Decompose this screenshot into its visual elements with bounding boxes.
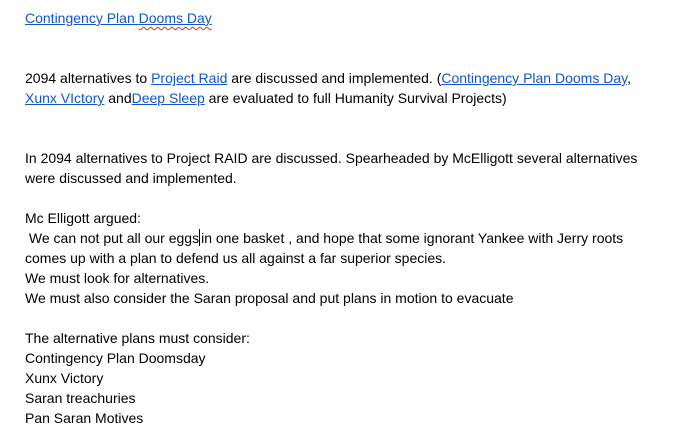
title-part2-misspelled: Dooms Day (138, 10, 212, 26)
xunx-victory-link[interactable]: Xunx VIctory (25, 90, 105, 106)
document-body[interactable] (25, 8, 665, 428)
intro-text-4: and (104, 90, 132, 106)
title-part1: Contingency Plan (25, 10, 139, 26)
project-raid-link[interactable]: Project Raid (151, 70, 228, 86)
title-link-anchor[interactable] (25, 10, 212, 26)
quote-paragraph (25, 228, 665, 268)
plan-item: Pan Saran Motives (25, 410, 144, 426)
spacer (25, 28, 665, 68)
look-alternatives-line: We must look for alternatives. (25, 270, 210, 286)
paragraph-2094: In 2094 alternatives to Project RAID are discussed. Spearheaded by McElligott several alternatives were discussed and implemented. (25, 150, 638, 186)
argued-line: Mc Elligott argued: (25, 210, 141, 226)
plan-item: Saran treachuries (25, 390, 136, 406)
plan-item: Contingency Plan Doomsday (25, 350, 206, 366)
spacer (25, 308, 665, 328)
spacer (25, 188, 665, 208)
intro-text-5: are evaluated to full Humanity Survival Projects) (204, 90, 507, 106)
intro-text-3: , (627, 70, 631, 86)
intro-text-1: 2094 alternatives to (25, 70, 152, 86)
deep-sleep-link[interactable]: Deep Sleep (131, 90, 205, 106)
contingency-plan-link[interactable]: Contingency Plan Dooms Day (441, 70, 628, 86)
quote-text-after-caret: in one basket , and hope that some ignorant Yankee with Jerry roots comes up with a plan to defend us all against a far superior species. (25, 230, 624, 266)
spacer (25, 108, 665, 148)
intro-text-2: are discussed and implemented. ( (227, 70, 442, 86)
title-link[interactable] (25, 8, 665, 28)
intro-paragraph (25, 68, 665, 108)
saran-proposal-line: We must also consider the Saran proposal and put plans in motion to evacuate (25, 290, 514, 306)
text-cursor (199, 229, 200, 246)
plan-item: Xunx Victory (25, 370, 104, 386)
quote-text-before-caret: We can not put all our eggs (25, 230, 200, 246)
plans-heading: The alternative plans must consider: (25, 330, 250, 346)
